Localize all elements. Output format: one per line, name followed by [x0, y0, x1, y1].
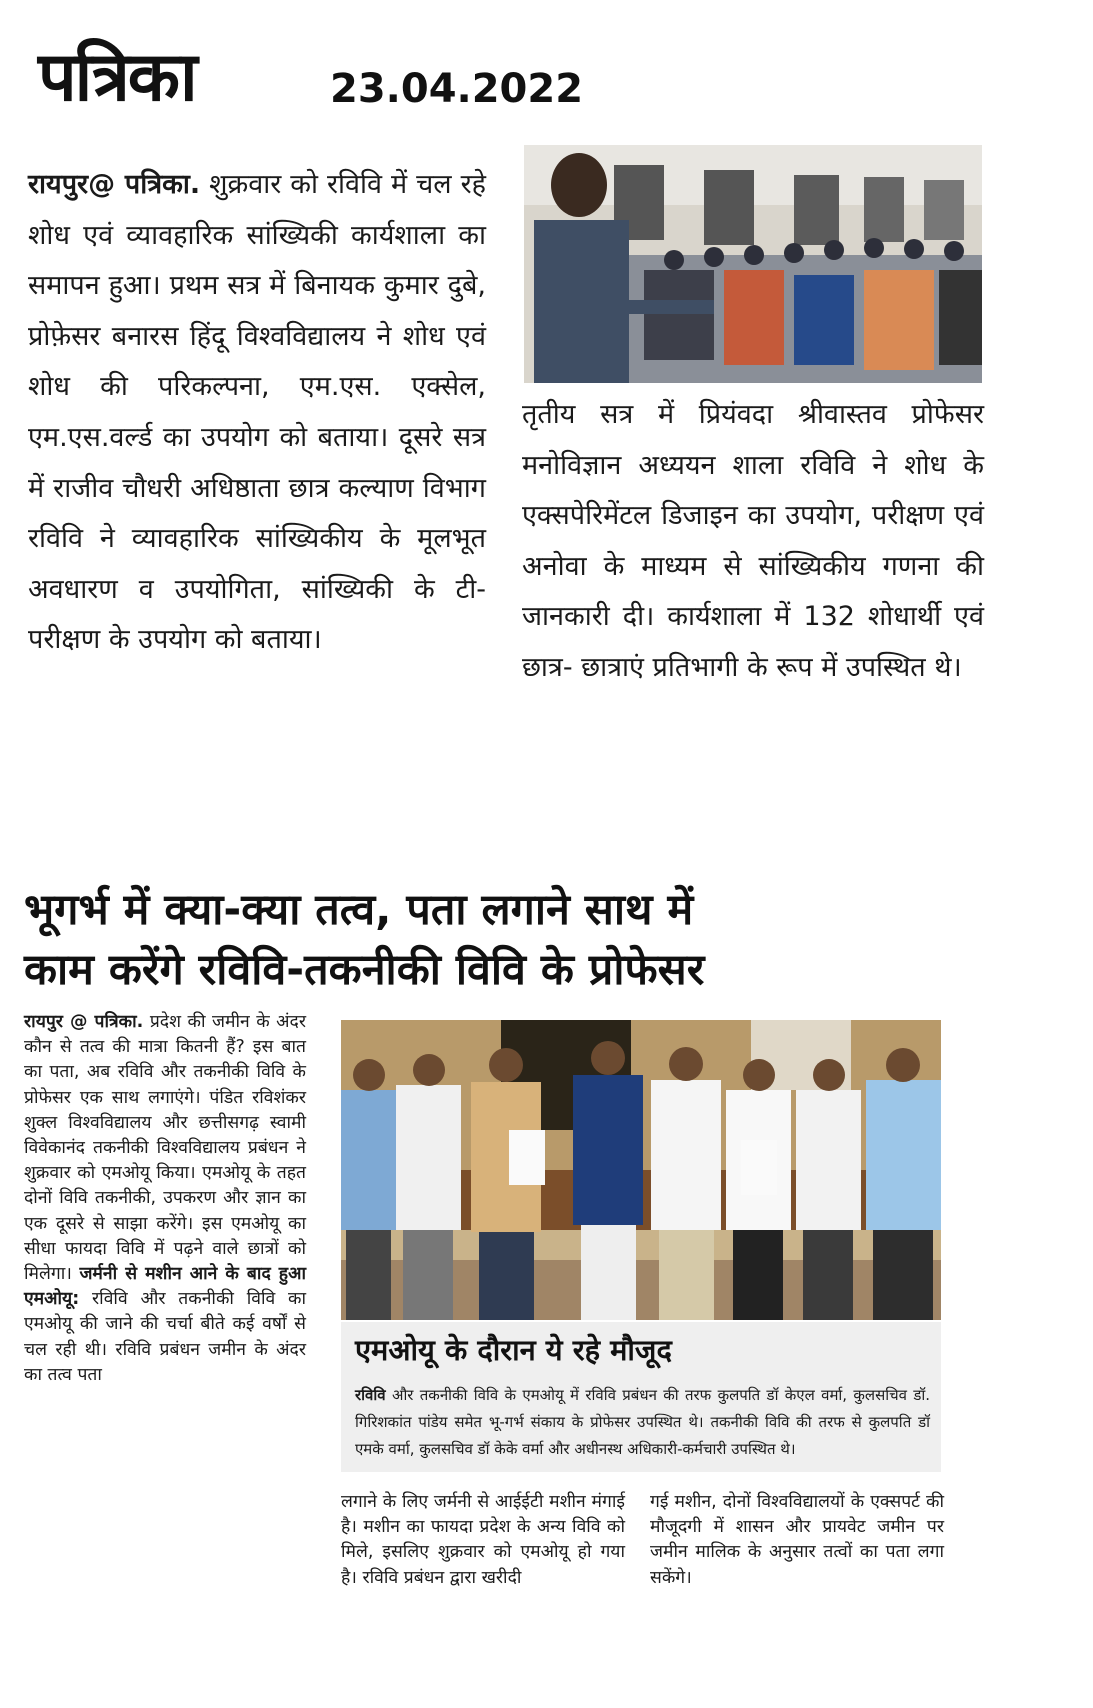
story2-headline-line2: काम करेंगे रविवि-तकनीकी विवि के प्रोफेसर: [24, 945, 705, 995]
story2-col2-text: लगाने के लिए जर्मनी से आईईटी मशीन मंगाई है। मशीन का फायदा प्रदेश के अन्य विवि को मिले, इसलिए शुक्रवार को एमओयू हो गया है। रविवि प्रबंधन द्वारा खरीदी: [341, 1492, 625, 1588]
story1-col2-text: तृतीय सत्र में प्रियंवदा श्रीवास्तव प्रोफेसर मनोविज्ञान अध्ययन शाला रविवि ने शोध के एक्सपेरिमेंटल डिजाइन का उपयोग, परीक्षण एवं अनोवा के माध्यम से सांख्यिकीय गणना की जानकारी दी। कार्यशाला में 132 शोधार्थी एवं छात्र- छात्राएं प्रतिभागी के रूप में उपस्थित थे।: [522, 399, 984, 683]
story2-col1-after-text: रविवि और तकनीकी विवि का एमओयू की जाने की चर्चा बीते कई वर्षों से चल रही थी। रविवि प्रबंधन जमीन के अंदर का तत्व पता: [24, 1289, 306, 1385]
caption-text: [355, 1382, 930, 1463]
story2-column-3: [650, 1490, 944, 1591]
caption-body: और तकनीकी विवि के एमओयू में रविवि प्रबंधन की तरफ कुलपति डॉ केएल वर्मा, कुलसचिव डॉ. गिरिशकांत पांडेय समेत भू-गर्भ संकाय के प्रोफेसर उपस्थित थे। तकनीकी विवि की तरफ से कुलपति डॉ एमके वर्मा, कुलसचिव डॉ केके वर्मा और अधीनस्थ अधिकारी-कर्मचारी उपस्थित थे।: [355, 1386, 930, 1458]
caption-title: एमओयू के दौरान ये रहे मौजूद: [355, 1333, 672, 1367]
story2-dateline: रायपुर @ पत्रिका.: [24, 1012, 144, 1032]
story1-column-1: [28, 160, 486, 666]
caption-lead: रविवि: [355, 1386, 386, 1404]
publication-date: 23.04.2022: [330, 66, 584, 112]
story2-headline: [24, 880, 1024, 1000]
story1-dateline: रायपुर@ पत्रिका.: [28, 169, 201, 200]
mou-group-photo: [341, 1020, 941, 1320]
story2-headline-line1: भूगर्भ में क्या-क्या तत्व, पता लगाने साथ में: [24, 885, 694, 935]
workshop-lecture-photo: [524, 145, 982, 383]
story2-column-2: [341, 1490, 625, 1591]
story1-col1-text: शुक्रवार को रविवि में चल रहे शोध एवं व्यावहारिक सांख्यिकी कार्यशाला का समापन हुआ। प्रथम सत्र में बिनायक कुमार दुबे, प्रोफ़ेसर बनारस हिंदू विश्वविद्यालय ने शोध एवं शोध की परिकल्पना, एम.एस. एक्सेल, एम.एस.वर्ल्ड का उपयोग को बताया। दूसरे सत्र में राजीव चौधरी अधिष्ठाता छात्र कल्याण विभाग रविवि ने व्यावहारिक सांख्यिकीय के मूलभूत अवधारण व उपयोगिता, सांख्यिकी के टी-परीक्षण के उपयोग को बताया।: [28, 169, 486, 656]
story1-column-2: [522, 390, 984, 694]
story2-column-1: [24, 1010, 306, 1388]
story2-col3-text: गई मशीन, दोनों विश्वविद्यालयों के एक्सपर्ट की मौजूदगी में शासन और प्रायवेट जमीन पर जमीन मालिक के अनुसार तत्वों का पता लगा सकेंगे।: [650, 1492, 944, 1588]
newspaper-masthead: पत्रिका: [38, 38, 196, 117]
story2-subhead: जर्मनी से मशीन आने के बाद हुआ एमओयू:: [24, 1264, 306, 1310]
story2-col1-text: प्रदेश की जमीन के अंदर कौन से तत्व की मात्रा कितनी हैं? इस बात का पता, अब रविवि और तकनीकी विवि के प्रोफेसर एक साथ लगाएंगे। पंडित रविशंकर शुक्ल विश्वविद्यालय और छत्तीसगढ़ स्वामी विवेकानंद तकनीकी विश्वविद्यालय प्रबंधन ने शुक्रवार को एमओयू किया। एमओयू के तहत दोनों विवि तकनीकी, उपकरण और ज्ञान का एक दूसरे से साझा करेंगे। इस एमओयू का सीधा फायदा विवि में पढ़ने वाले छात्रों को मिलेगा।: [24, 1012, 306, 1285]
